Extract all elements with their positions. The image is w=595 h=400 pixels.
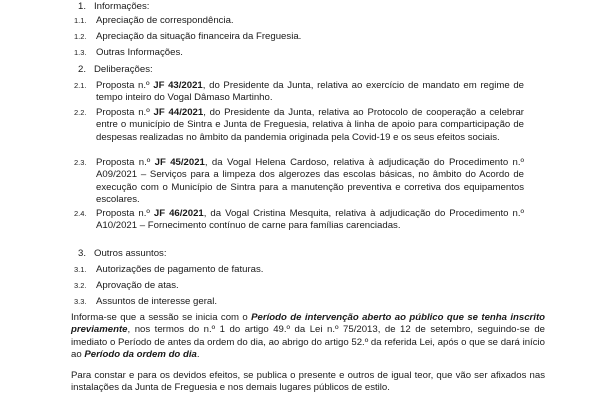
list-item (74, 264, 524, 276)
item-number: 2.3. (74, 158, 87, 167)
public-intervention-period: Período de intervenção aberto ao público que se tenha inscrito previamente (71, 312, 545, 336)
item-text: Apreciação de correspondência. (96, 15, 234, 26)
section-number: 3. (78, 248, 87, 259)
section-title: Outros assuntos: (94, 248, 167, 259)
list-item (74, 31, 524, 43)
list-item (74, 280, 524, 292)
session-info-paragraph (71, 312, 545, 362)
item-number: 2.1. (74, 81, 87, 90)
item-text: , da Vogal Cristina Mesquita, relativa à adjudicação do Procedimento n.º A10/2021 – Fornecimento contínuo de carne para famílias carenciadas. (96, 208, 524, 232)
item-number: 1.2. (74, 32, 87, 41)
item-text: Outras Informações. (96, 47, 183, 58)
item-number: 2.2. (74, 108, 87, 117)
item-number: 1.1. (74, 16, 87, 25)
section-1-heading (78, 1, 540, 13)
agenda-period: Período da ordem do dia (84, 349, 197, 361)
item-prefix: Proposta n.º (96, 157, 155, 168)
proposal-item (74, 157, 525, 207)
paragraph-text: , nos termos do n.º 1 do artigo 49.º da Lei n.º 75/2013, de 12 de setembro, seguindo-se de imediato o Período de antes da ordem do dia, ao abrigo do artigo 52.º da referida Lei, após o que se dará início ao (71, 324, 545, 361)
proposal-item (74, 80, 525, 105)
item-text: , do Presidente da Junta, relativa ao Protocolo de cooperação a celebrar entre o município de Sintra e Junta de Freguesia, relativa à linha de apoio para comparticipação de despesas realizadas no âmbito da pandemia originada pela Covid-19 e os seus efeitos sociais. (96, 107, 524, 143)
item-text: Apreciação da situação financeira da Freguesia. (96, 31, 302, 42)
proposal-ref: JF 45/2021 (154, 157, 205, 168)
list-item (74, 15, 524, 27)
item-number: 3.1. (74, 265, 87, 274)
proposal-ref: JF 44/2021 (153, 107, 204, 118)
proposal-ref: JF 46/2021 (153, 208, 204, 219)
item-text: , do Presidente da Junta, relativa ao exercício de mandato em regime de tempo inteiro do Vogal Dâmaso Martinho. (96, 80, 525, 104)
section-title: Informações: (94, 1, 150, 12)
item-number: 3.3. (74, 297, 87, 306)
item-text: Autorizações de pagamento de faturas. (96, 264, 264, 275)
paragraph-text: Para constar e para os devidos efeitos, se publica o presente e outros de igual teor, que vão ser afixados nas instalações da Junta de Freguesia e nos demais lugares públicos de estilo. (71, 370, 545, 394)
item-text: , da Vogal Helena Cardoso, relativa à adjudicação do Procedimento n.º A09/2021 – Serviços para a limpeza dos algerozes das escolas básicas, no âmbito do Acordo de execução com o Município de Sintra para a manutenção preventiva e corretiva dos equipamentos escolares. (96, 157, 525, 206)
item-text: Assuntos de interesse geral. (96, 296, 218, 307)
item-prefix: Proposta n.º (96, 107, 154, 118)
paragraph-text: . (196, 349, 200, 361)
proposal-item (74, 107, 524, 144)
item-prefix: Proposta n.º (96, 80, 154, 91)
section-2-heading (78, 64, 540, 76)
section-number: 1. (78, 1, 87, 12)
section-title: Deliberações: (94, 64, 153, 75)
proposal-ref: JF 43/2021 (153, 80, 203, 91)
list-item (74, 296, 524, 308)
item-number: 2.4. (74, 209, 87, 218)
proposal-item (74, 208, 524, 233)
list-item (74, 47, 524, 59)
item-number: 3.2. (74, 281, 87, 290)
publication-paragraph (71, 370, 545, 395)
item-text: Aprovação de atas. (96, 280, 179, 291)
section-3-heading (78, 248, 540, 260)
item-number: 1.3. (74, 48, 87, 57)
section-number: 2. (78, 64, 87, 75)
item-prefix: Proposta n.º (96, 208, 154, 219)
paragraph-text: Informa-se que a sessão se inicia com o (71, 312, 252, 323)
